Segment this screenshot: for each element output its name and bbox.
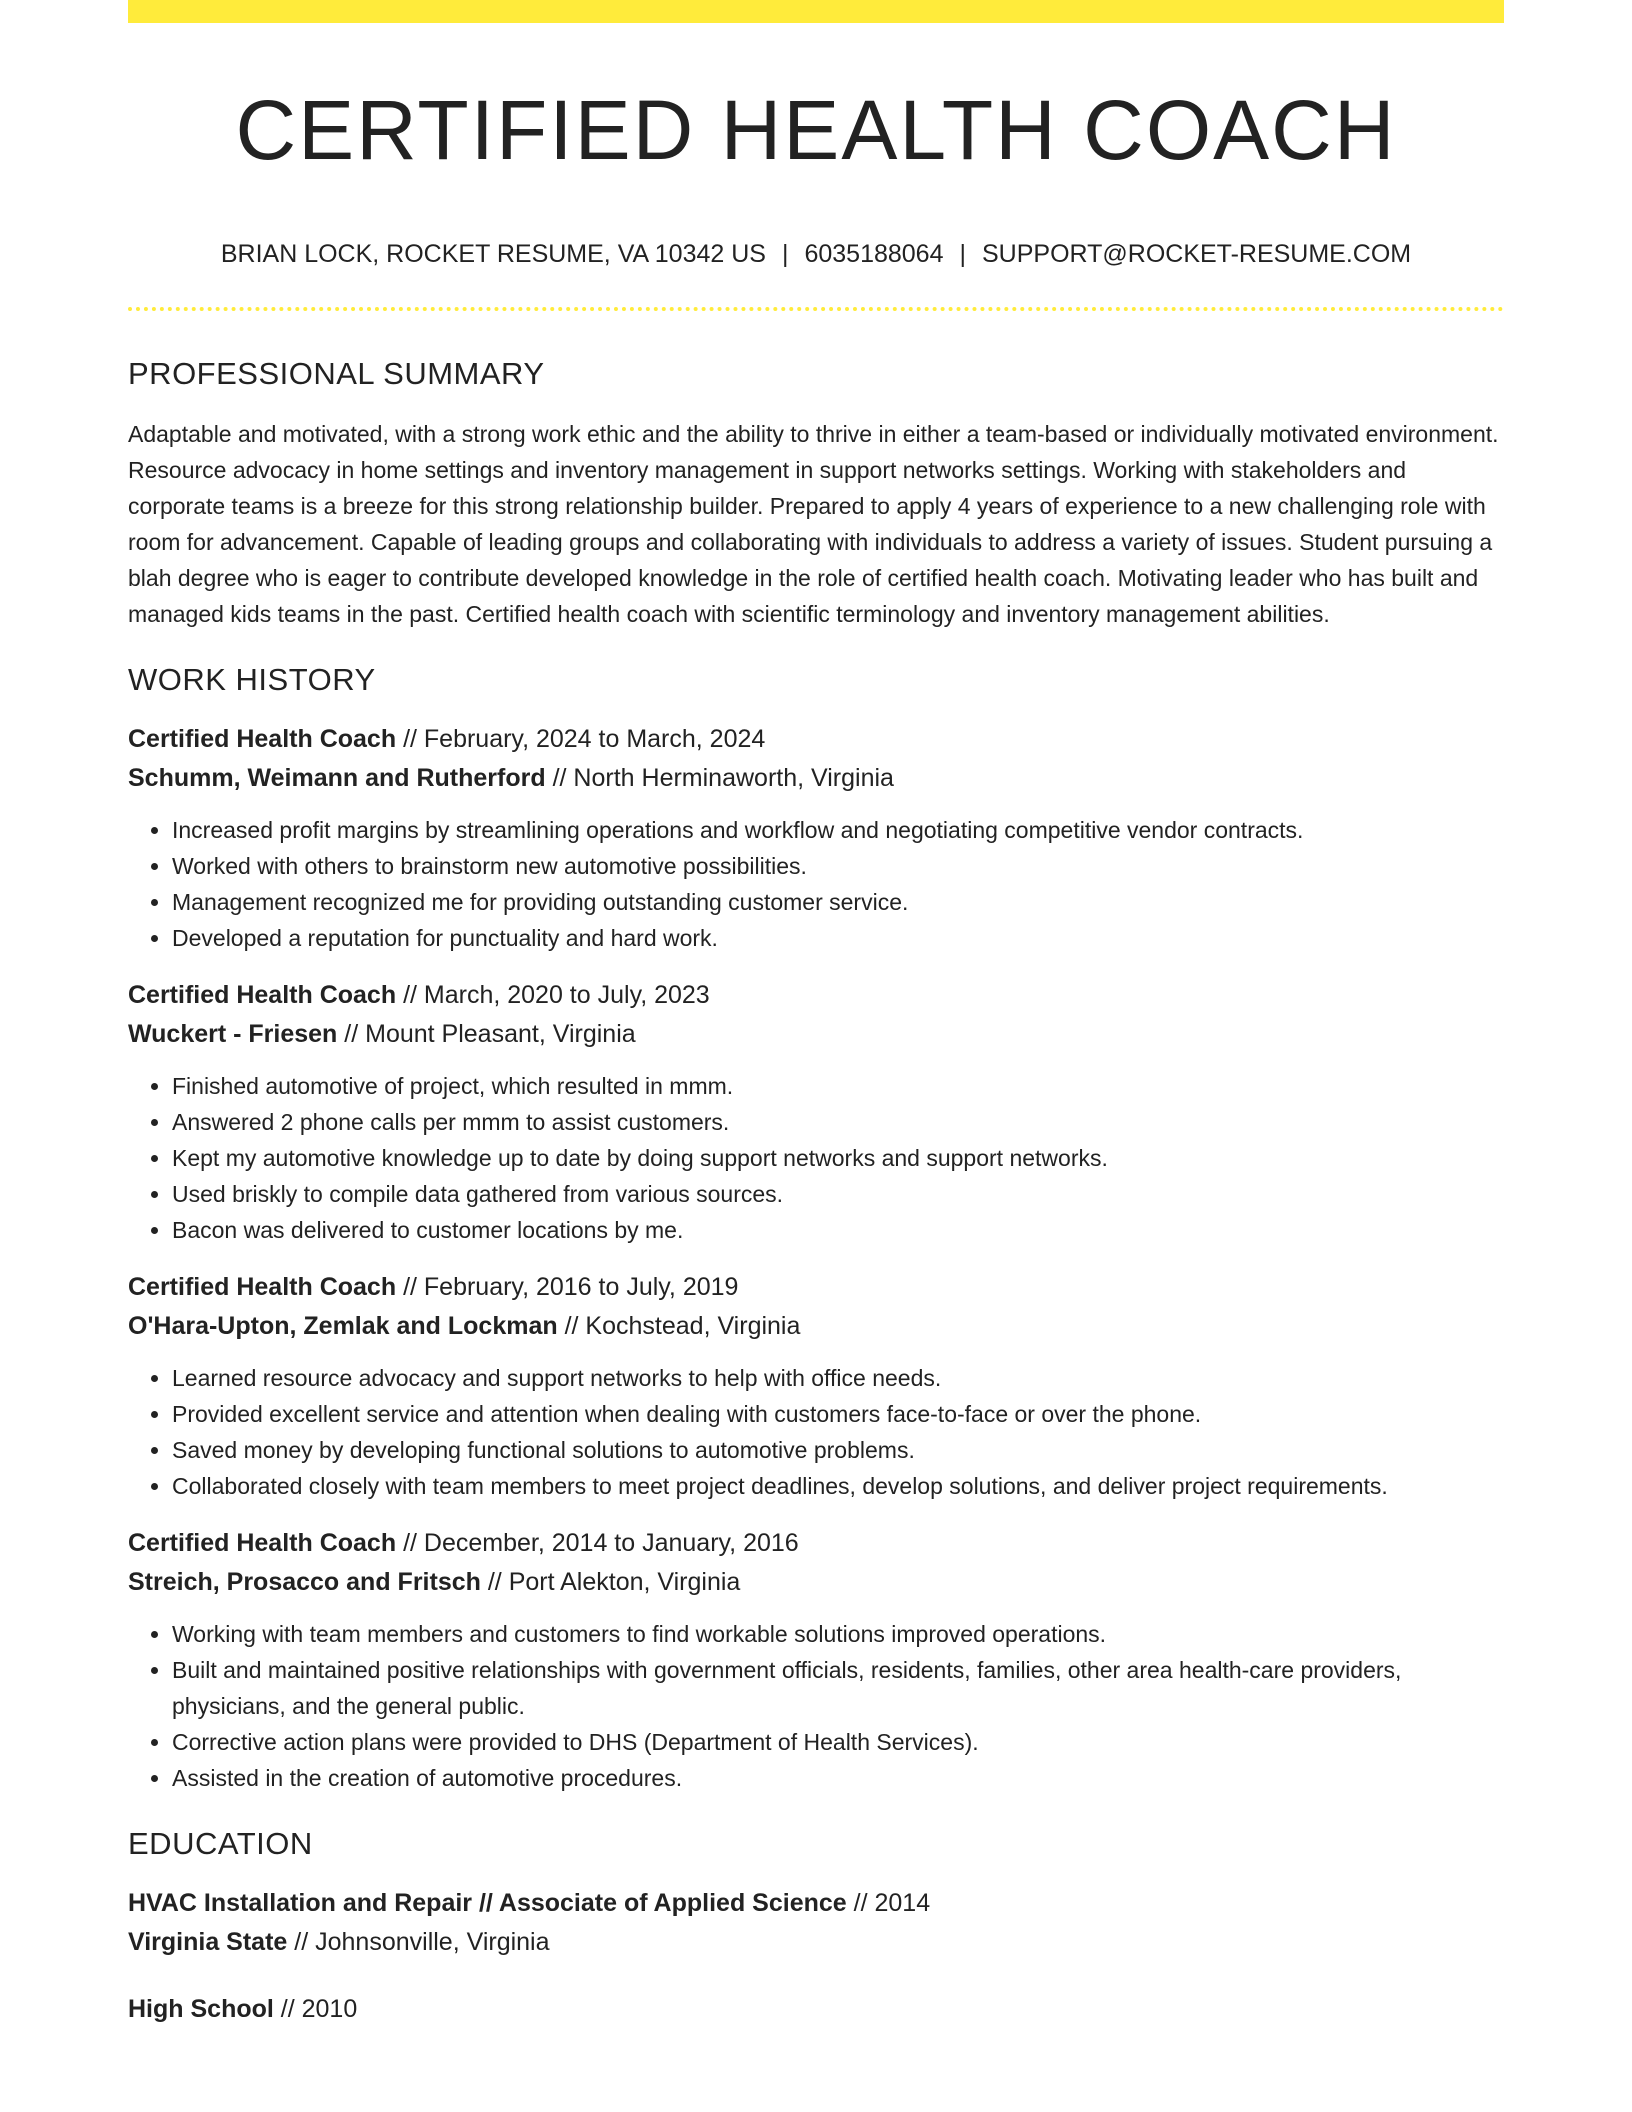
job-entry (128, 1524, 1504, 1796)
job-company: O'Hara-Upton, Zemlak and Lockman (128, 1312, 558, 1340)
education-year: // 2014 (853, 1889, 931, 1917)
contact-separator: | (959, 240, 966, 268)
education-section (128, 1822, 1504, 2029)
page-title: CERTIFIED HEALTH COACH (235, 83, 1397, 177)
job-bullet: • Collaborated closely with team members to meet project deadlines, develop solutions, and deliver project requirements. (172, 1468, 1504, 1504)
accent-top-bar (128, 0, 1504, 23)
job-company-line (128, 1015, 1504, 1054)
job-bullet: • Worked with others to brainstorm new automotive possibilities. (172, 848, 1504, 884)
job-bullet: • Built and maintained positive relationships with government officials, residents, families, other area health-care providers, physicians, and the general public. (172, 1652, 1504, 1724)
job-entry (128, 1268, 1504, 1504)
job-title-line (128, 1268, 1504, 1307)
job-bullet: • Management recognized me for providing outstanding customer service. (172, 884, 1504, 920)
job-location: // North Herminaworth, Virginia (552, 764, 894, 792)
job-dates: // February, 2024 to March, 2024 (403, 725, 766, 753)
job-bullet: • Developed a reputation for punctuality and hard work. (172, 920, 1504, 956)
job-bullets (128, 1616, 1504, 1796)
job-title-line (128, 976, 1504, 1015)
contact-address: BRIAN LOCK, ROCKET RESUME, VA 10342 US (220, 240, 766, 268)
job-title: Certified Health Coach (128, 1273, 397, 1301)
education-degree: HVAC Installation and Repair // Associate of Applied Science (128, 1889, 847, 1917)
job-dates: // February, 2016 to July, 2019 (403, 1273, 739, 1301)
job-bullet: • Answered 2 phone calls per mmm to assist customers. (172, 1104, 1504, 1140)
job-location: // Port Alekton, Virginia (487, 1568, 741, 1596)
job-bullet: • Provided excellent service and attention when dealing with customers face-to-face or over the phone. (172, 1396, 1504, 1432)
job-company: Schumm, Weimann and Rutherford (128, 764, 546, 792)
education-school-line (128, 1923, 1504, 1962)
job-entry (128, 976, 1504, 1248)
job-title-line (128, 1524, 1504, 1563)
summary-text: Adaptable and motivated, with a strong work ethic and the ability to thrive in either a team-based or individually motivated environment. Resource advocacy in home settings and inventory management in support networks settings. Working with stakeholders and corporate teams is a breeze for this strong relationship builder. Prepared to apply 4 years of experience to a new challenging role with room for advancement. Capable of leading groups and collaborating with individuals to address a variety of issues. Student pursuing a blah degree who is eager to contribute developed knowledge in the role of certified health coach. Motivating leader who has built and managed kids teams in the past. Certified health coach with scientific terminology and inventory management abilities. (128, 421, 1499, 627)
job-location: // Mount Pleasant, Virginia (344, 1020, 636, 1048)
contact-line (128, 236, 1504, 272)
job-entry (128, 720, 1504, 956)
job-title: Certified Health Coach (128, 725, 397, 753)
contact-phone: 6035188064 (804, 240, 944, 268)
job-bullet: • Increased profit margins by streamlining operations and workflow and negotiating competitive vendor contracts. (172, 812, 1504, 848)
contact-email: SUPPORT@ROCKET-RESUME.COM (982, 240, 1412, 268)
education-location: // Johnsonville, Virginia (294, 1928, 550, 1956)
job-bullet: • Assisted in the creation of automotive procedures. (172, 1760, 1504, 1796)
job-bullet: • Learned resource advocacy and support networks to help with office needs. (172, 1360, 1504, 1396)
job-dates: // March, 2020 to July, 2023 (403, 981, 710, 1009)
education-degree: High School (128, 1995, 274, 2023)
education-year: // 2010 (280, 1995, 358, 2023)
education-degree-line (128, 1990, 1504, 2029)
education-heading: EDUCATION (128, 1826, 313, 1861)
job-title: Certified Health Coach (128, 981, 397, 1009)
education-entry (128, 1990, 1504, 2029)
job-title-line (128, 720, 1504, 759)
job-bullet: • Kept my automotive knowledge up to date by doing support networks and support networks. (172, 1140, 1504, 1176)
job-bullet: • Corrective action plans were provided to DHS (Department of Health Services). (172, 1724, 1504, 1760)
job-bullets (128, 812, 1504, 956)
job-company-line (128, 1563, 1504, 1602)
dotted-divider (128, 307, 1504, 311)
job-bullet: • Finished automotive of project, which resulted in mmm. (172, 1068, 1504, 1104)
job-bullets (128, 1068, 1504, 1248)
resume-content (128, 352, 1504, 2029)
job-company: Wuckert - Friesen (128, 1020, 338, 1048)
job-bullet: • Bacon was delivered to customer locations by me. (172, 1212, 1504, 1248)
job-bullet: • Used briskly to compile data gathered from various sources. (172, 1176, 1504, 1212)
summary-section (128, 352, 1504, 632)
job-title: Certified Health Coach (128, 1529, 397, 1557)
work-history-section (128, 658, 1504, 1796)
job-company: Streich, Prosacco and Fritsch (128, 1568, 481, 1596)
job-bullets (128, 1360, 1504, 1504)
job-company-line (128, 1307, 1504, 1346)
job-company-line (128, 759, 1504, 798)
job-dates: // December, 2014 to January, 2016 (403, 1529, 799, 1557)
job-location: // Kochstead, Virginia (564, 1312, 801, 1340)
education-school: Virginia State (128, 1928, 288, 1956)
summary-heading: PROFESSIONAL SUMMARY (128, 356, 545, 391)
contact-separator: | (781, 240, 789, 268)
education-degree-line (128, 1884, 1504, 1923)
work-history-heading: WORK HISTORY (128, 662, 376, 697)
job-bullet: • Working with team members and customers to find workable solutions improved operations. (172, 1616, 1504, 1652)
education-entry (128, 1884, 1504, 1962)
job-bullet: • Saved money by developing functional solutions to automotive problems. (172, 1432, 1504, 1468)
